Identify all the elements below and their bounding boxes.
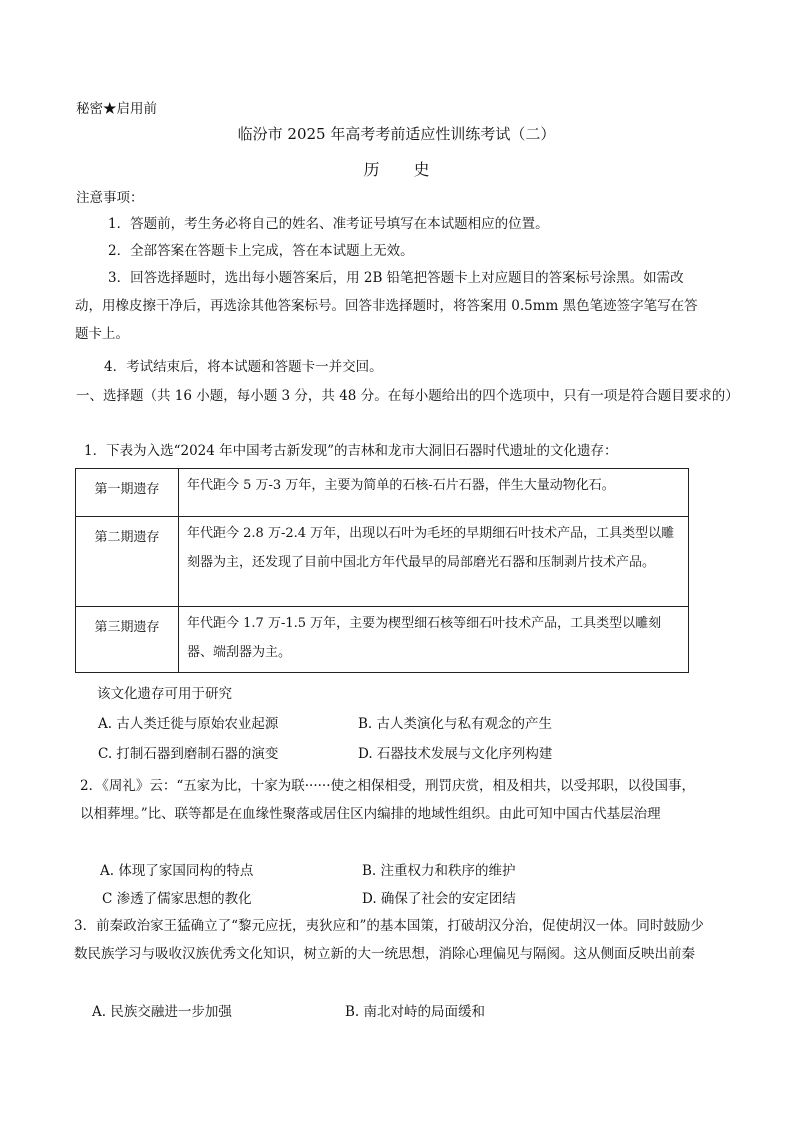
notice-item-2: 2．全部答案在答题卡上完成，答在本试题上无效。: [108, 243, 414, 259]
option-d[interactable]: D. 确保了社会的安定团结: [362, 891, 516, 907]
phase-description: 年代距今 2.8 万-2.4 万年，出现以石叶为毛坯的早期细石叶技术产品，工具类型以雕刻器为主，还发现了目前中国北方年代最早的局部磨光石器和压制剥片技术产品。: [179, 517, 689, 607]
option-d[interactable]: D. 石器技术发展与文化序列构建: [358, 746, 553, 762]
notice-item-1: 1．答题前，考生务必将自己的姓名、准考证号填写在本试题相应的位置。: [108, 216, 549, 232]
phase-description: 年代距今 5 万-3 万年，主要为简单的石核-石片石器，伴生大量动物化石。: [179, 469, 689, 517]
option-a[interactable]: A. 民族交融进一步加强: [92, 1004, 232, 1020]
option-c[interactable]: C 渗透了儒家思想的教化: [102, 891, 252, 907]
question-1-after: 该文化遗存可用于研究: [97, 686, 232, 702]
phase-description: 年代距今 1.7 万-1.5 万年，主要为楔型细石核等细石叶技术产品，工具类型以雕刻器、端刮器为主。: [179, 607, 689, 673]
section-title: 一、选择题（共 16 小题，每小题 3 分，共 48 分。在每小题给出的四个选项中，只有一项是符合题目要求的）: [76, 388, 739, 404]
notice-item-3: 3．回答选择题时，选出每小题答案后，用 2B 铅笔把答题卡上对应题目的答案标号涂黑。如需改动，用橡皮擦干净后，再选涂其他答案标号。回答非选择题时，将答案用 0.5mm 黑色笔迹签字笔写在答题卡上。: [75, 270, 698, 342]
option-b[interactable]: B. 南北对峙的局面缓和: [345, 1004, 486, 1020]
option-a[interactable]: A. 古人类迁徙与原始农业起源: [98, 716, 279, 732]
notice-item-4: 4．考试结束后，将本试题和答题卡一并交回。: [104, 359, 383, 375]
question-3-stem: 3．前秦政治家王猛确立了“黎元应抚，夷狄应和”的基本国策，打破胡汉分治，促使胡汉一体。同时鼓励少数民族学习与吸收汉族优秀文化知识，树立新的大一统思想，消除心理偏见与隔阂。这从侧面反映出前秦: [74, 918, 704, 962]
phase-label: 第一期遗存: [76, 469, 179, 517]
table-row: [76, 469, 689, 517]
notice-heading: 注意事项：: [76, 190, 144, 206]
option-b[interactable]: B. 注重权力和秩序的维护: [362, 863, 516, 879]
table-row: [76, 607, 689, 673]
relics-table: [75, 468, 689, 673]
table-row: [76, 517, 689, 607]
confidential-mark: 秘密★启用前: [76, 101, 157, 117]
exam-title: 临汾市 2025 年高考考前适应性训练考试（二）: [237, 125, 556, 143]
phase-label: 第三期遗存: [76, 607, 179, 673]
option-b[interactable]: B. 古人类演化与私有观念的产生: [358, 716, 553, 732]
option-a[interactable]: A. 体现了家国同构的特点: [100, 863, 254, 879]
option-c[interactable]: C. 打制石器到磨制石器的演变: [98, 746, 279, 762]
question-2-stem: 2．《周礼》云：“五家为比，十家为联······使之相保相受，刑罚庆赏，相及相共，以受邦职，以役国事，以相葬埋。”比、联等都是在血缘性聚落或居住区内编排的地域性组织。由此可知中国古代基层治理: [80, 778, 695, 822]
phase-label: 第二期遗存: [76, 517, 179, 607]
subject-title: 历史: [363, 160, 464, 179]
question-1-stem: 1．下表为入选“2024 年中国考古新发现”的吉林和龙市大洞旧石器时代遗址的文化遗存：: [84, 443, 618, 459]
